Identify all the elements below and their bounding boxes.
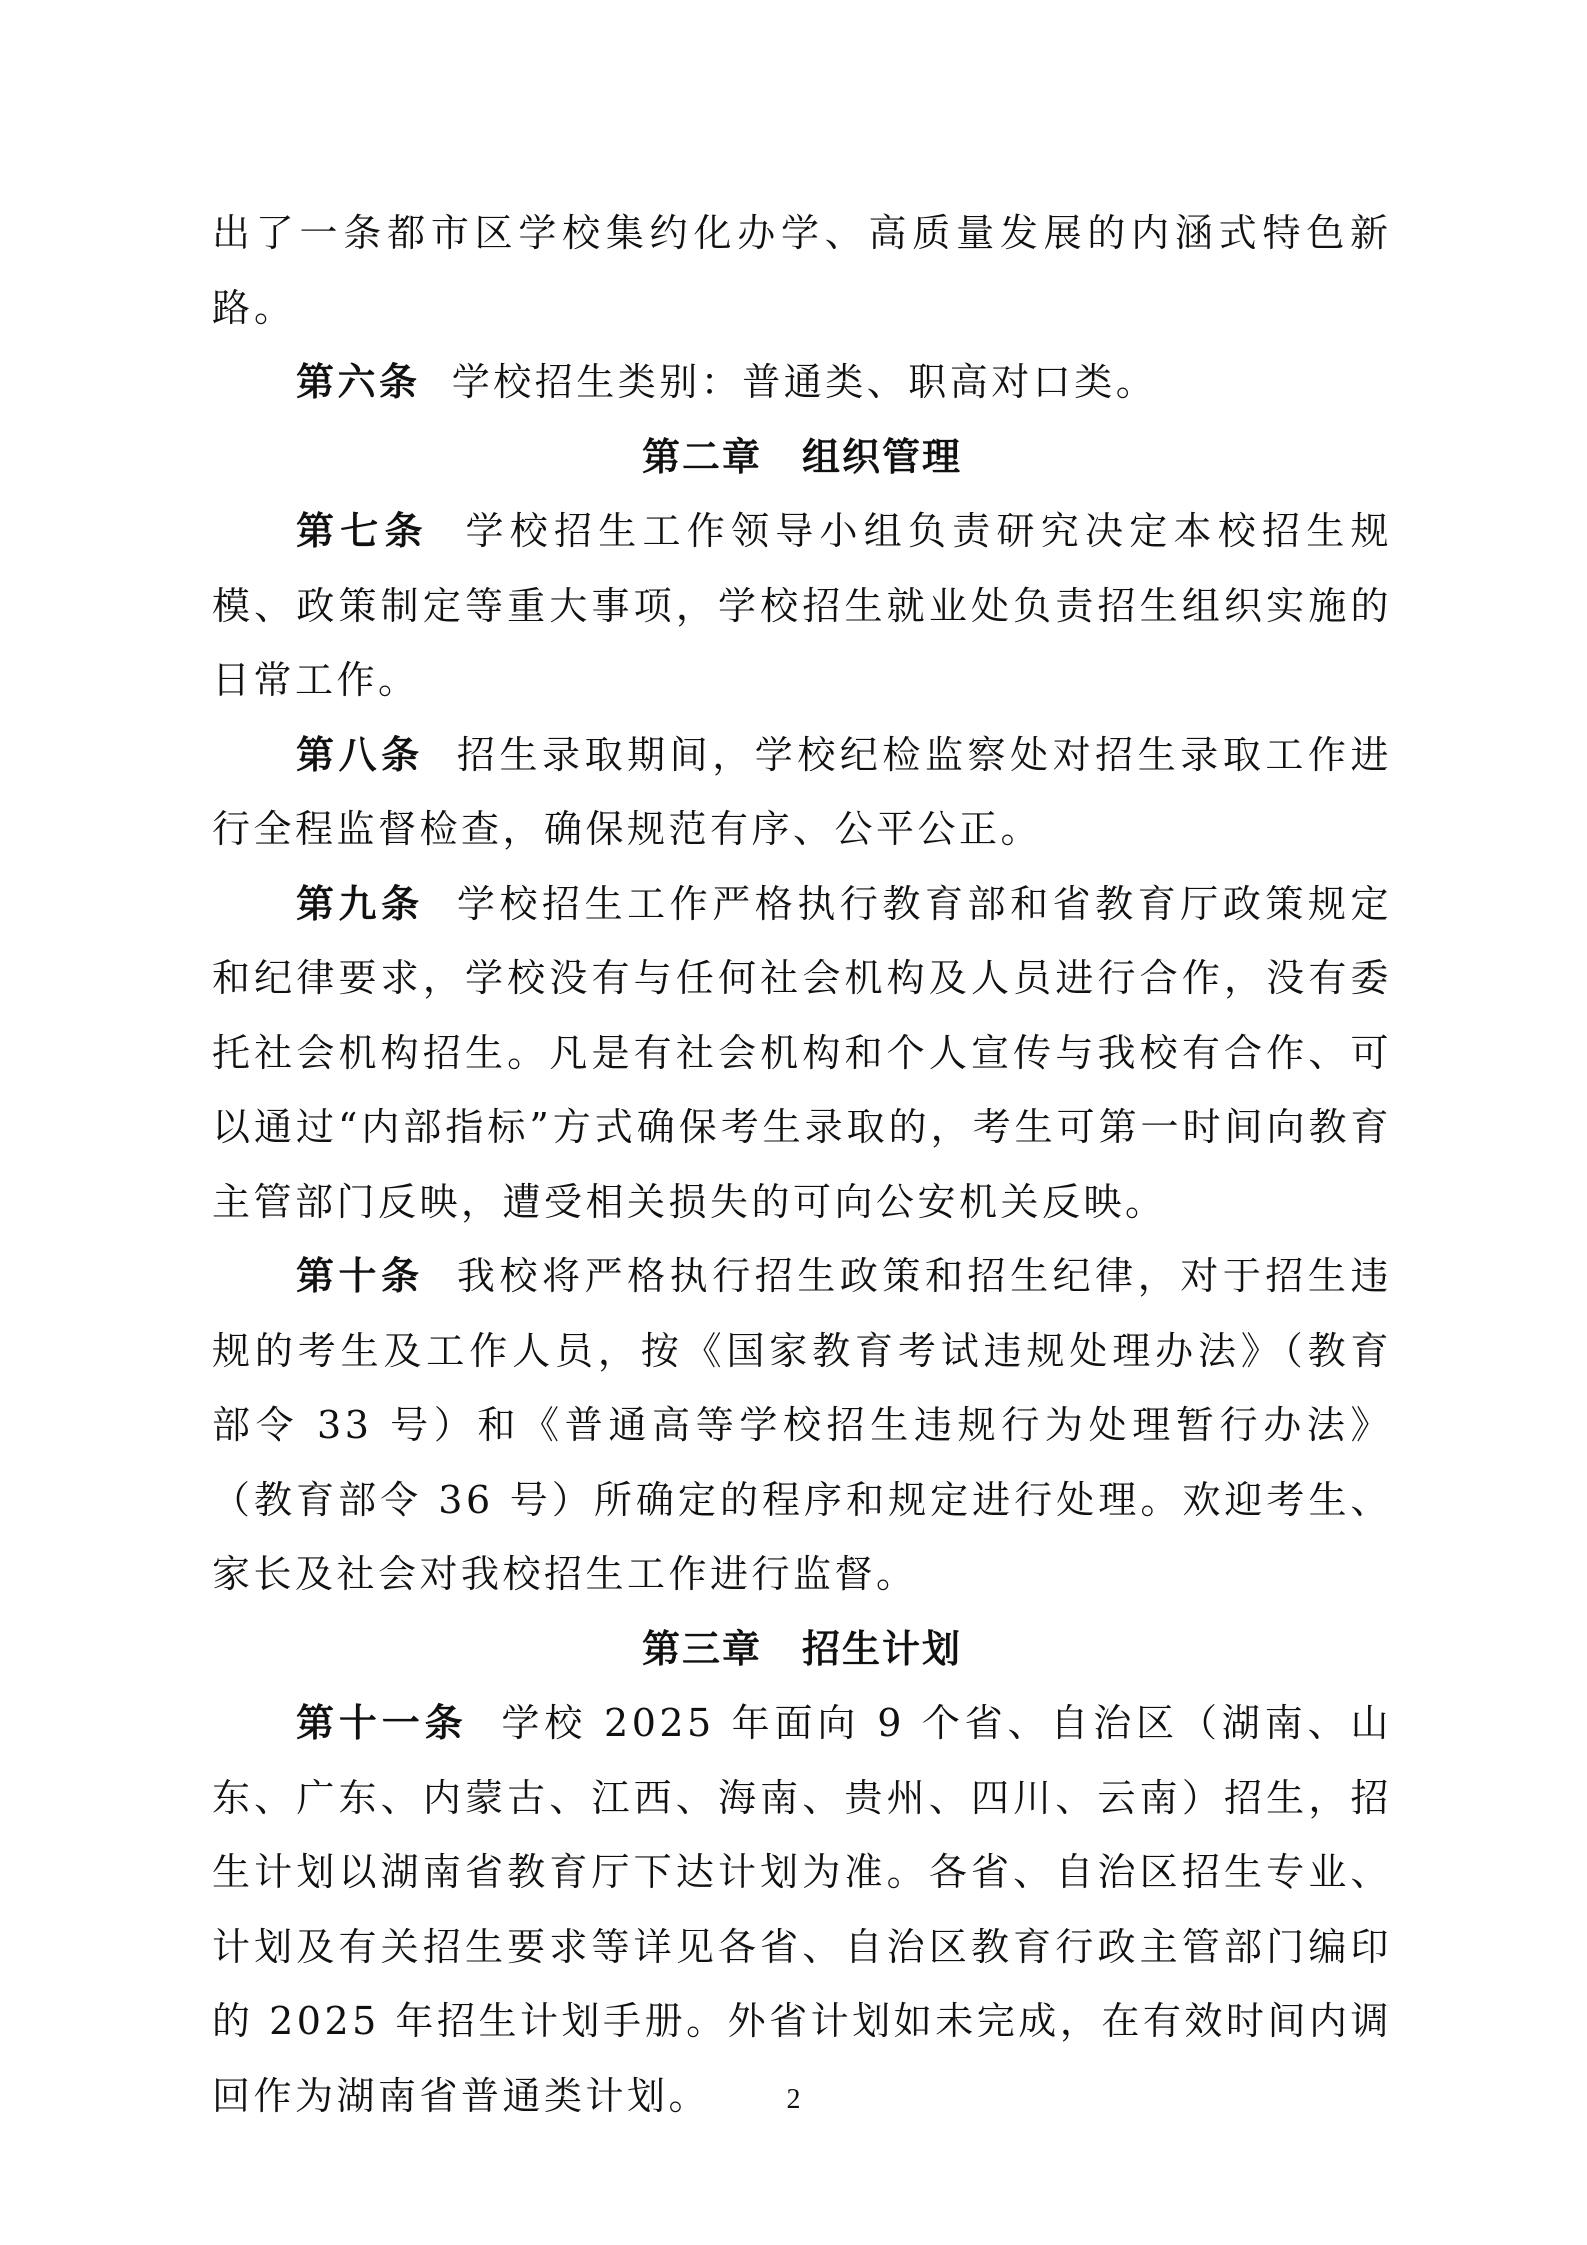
article-8-label: 第八条 xyxy=(296,732,424,777)
article-10-text: 我校将严格执行招生政策和招生纪律，对于招生违规的考生及工作人员，按《国家教育考试违规处理办法》（教育部令 33 号）和《普通高等学校招生违规行为处理暂行办法》（教育部令 36 号）所确定的程序和规定进行处理。欢迎考生、家长及社会对我校招生工作进行监督。 xyxy=(212,1254,1392,1596)
continuation-paragraph: 出了一条都市区学校集约化办学、高质量发展的内涵式特色新路。 xyxy=(212,211,1392,330)
chapter-2-heading: 第二章 组织管理 xyxy=(641,434,962,479)
article-7 xyxy=(212,494,1392,718)
article-8 xyxy=(212,718,1392,867)
article-9-text: 学校招生工作严格执行教育部和省教育厅政策规定和纪律要求，学校没有与任何社会机构及人员进行合作，没有委托社会机构招生。凡是有社会机构和个人宣传与我校有合作、可以通过“内部指标”方式确保考生录取的，考生可第一时间向教育主管部门反映，遭受相关损失的可向公安机关反映。 xyxy=(212,881,1392,1224)
page-body xyxy=(212,196,1392,2133)
article-6-label: 第六条 xyxy=(296,360,421,404)
article-9 xyxy=(212,867,1392,1240)
article-11-text: 学校 2025 年面向 9 个省、自治区（湖南、山东、广东、内蒙古、江西、海南、贵州、四川、云南）招生，招生计划以湖南省教育厅下达计划为准。各省、自治区招生专业、计划及有关招生要求等详见各省、自治区教育行政主管部门编印的 2025 年招生计划手册。外省计划如未完成，在有效时间内调回作为湖南省普通类计划。 xyxy=(212,1701,1392,2118)
page-number: 2 xyxy=(786,2084,801,2115)
article-8-text: 招生录取期间，学校纪检监察处对招生录取工作进行全程监督检查，确保规范有序、公平公正。 xyxy=(212,732,1392,851)
article-11 xyxy=(212,1686,1392,2133)
article-6 xyxy=(212,345,1392,420)
article-9-label: 第九条 xyxy=(296,881,424,926)
article-11-label: 第十一条 xyxy=(296,1701,468,1745)
article-7-text: 学校招生工作领导小组负责研究决定本校招生规模、政策制定等重大事项，学校招生就业处负责招生组织实施的日常工作。 xyxy=(212,509,1392,702)
article-6-text: 学校招生类别：普通类、职高对口类。 xyxy=(451,360,1158,404)
article-10-label: 第十条 xyxy=(296,1254,424,1298)
article-10 xyxy=(212,1239,1392,1612)
chapter-3-heading: 第三章 招生计划 xyxy=(641,1626,962,1671)
article-7-label: 第七条 xyxy=(296,509,429,553)
